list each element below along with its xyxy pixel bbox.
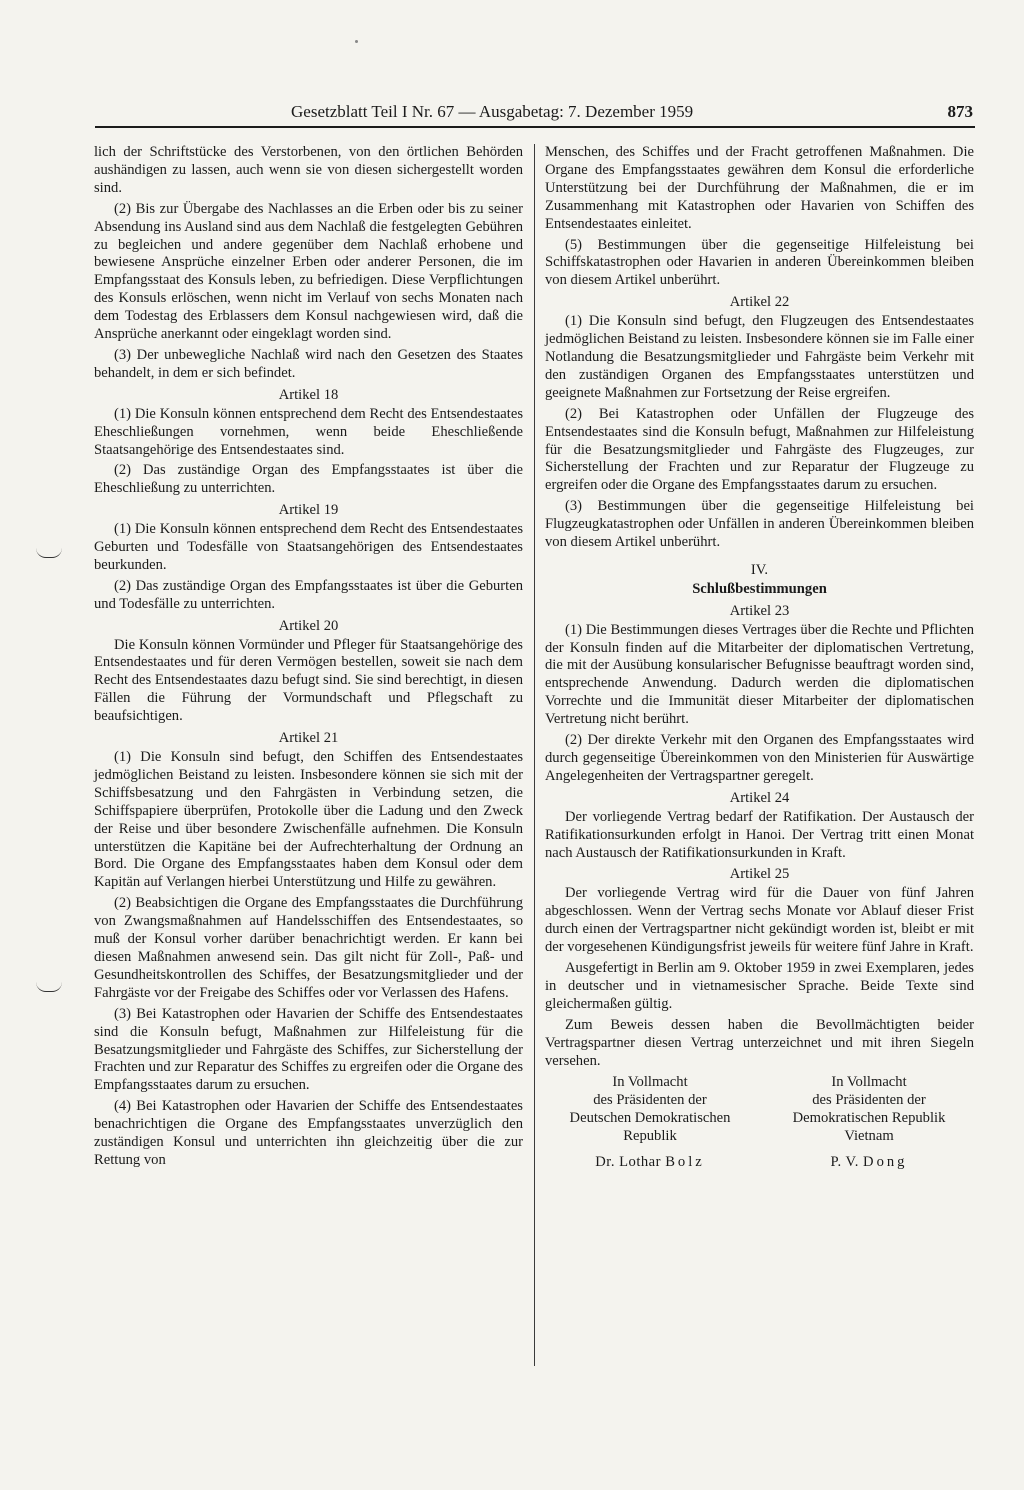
paragraph: (2) Bei Katastrophen oder Unfällen der Flugzeuge des Entsendestaates sind die Konsuln befugt, Maßnahmen zur Hilfeleistung für die Besatzungsmitglieder und Fahrgäste des Flugzeuges, zur Sicherstellung der Frachten und zur Reparatur der Flugzeuge zu ergreifen oder die Organe des Empfangsstaates darum zu ersuchen. [545,405,974,494]
article-heading: Artikel 21 [278,730,339,747]
right-column [545,144,974,1172]
paragraph: (1) Die Konsuln sind befugt, den Flugzeugen des Entsendestaates jedmöglichen Beistand zu leisten. Insbesondere können sie im Falle einer Notlandung die Besatzungsmitglieder und Fahrgäste beim Verkehr mit den zuständigen Organen des Empfangsstaates unterstützen und geeignete Maßnahmen zur Fortsetzung der Reise ergreifen. [545,313,974,401]
paragraph: (1) Die Bestimmungen dieses Vertrages über die Rechte und Pflichten der Konsuln finden auf die Mitarbeiter der diplomatischen Vertretung, die mit der Ausübung konsularischer Befugnisse beauftragt worden sind, entsprechende Anwendung. Dadurch werden die diplomatischen Vorrechte und die Immunität dieser Mitarbeiter der diplomatischen Vertretung nicht berührt. [545,621,974,728]
paragraph: Der vorliegende Vertrag wird für die Dauer von fünf Jahren abgeschlossen. Wenn der Vertrag sechs Monate vor Ablauf dieser Frist durch einen der Vertragspartner nicht gekündigt worden ist, bleibt er mit der vorgesehenen Kündigungsfrist jeweils für weitere fünf Jahre in Kraft. [545,885,974,956]
section-title: Schlußbestimmungen [692,580,827,597]
paragraph: Der vorliegende Vertrag bedarf der Ratifikation. Der Austausch der Ratifikationsurkunden erfolgt in Hanoi. Der Vertrag tritt einen Monat nach Austausch der Ratifikationsurkunden in Kraft. [545,808,974,861]
margin-check-mark [36,548,62,558]
article-heading: Artikel 18 [278,386,339,403]
article-heading: Artikel 23 [729,602,790,619]
signatory-name [545,1154,755,1172]
article-heading: Artikel 24 [729,789,790,806]
paragraph: (4) Bei Katastrophen oder Havarien der Schiffe des Entsendestaates benachrichtigen die Organe des Empfangsstaates unverzüglich den zuständigen Konsul und unterrichten ihn gleichzeitig über die zur Rettung von [94,1098,523,1168]
paragraph: (1) Die Konsuln sind befugt, den Schiffen des Entsendestaates jedmöglichen Beistand zu leisten. Insbesondere können sie sich mit der Schiffsbesatzung und den Fahrgästen in Verbindung setzen, die Schiffspapiere überprüfen, Protokolle über die Ladung und den Zweck der Reise und über besondere Zwischenfälle aufnehmen. Die Konsuln unterstützen die Kapitäne bei der Aufrechterhaltung der Ordnung an Bord. Die Organe des Empfangsstaates haben dem Konsul oder dem Kapitän auf Verlangen hierbei Unterstützung und Hilfe zu gewähren. [94,749,523,891]
paragraph: (2) Beabsichtigen die Organe des Empfangsstaates die Durchführung von Zwangsmaßnahmen auf Handelsschiffen des Entsendestaates, so muß der Konsul vorher darüber benachrichtigt werden. Er kann bei diesen Maßnahmen anwesend sein. Das gilt nicht für Zoll-, Paß- und Gesundheitskontrollen des Schiffes, der Besatzungsmitglieder und der Fahrgäste vor der Freigabe des Schiffes oder vor Verlassen des Hafens. [94,895,523,1001]
paragraph: (2) Das zuständige Organ des Empfangsstaates ist über die Geburten und Todesfälle zu unterrichten. [94,577,523,612]
paragraph: (2) Der direkte Verkehr mit den Organen des Empfangsstaates wird durch gegenseitige Übereinkommen von den Ministerien für Auswärtige Angelegenheiten der Vertragspartner geregelt. [545,732,974,784]
article-heading: Artikel 22 [729,294,790,311]
signature-line: In Vollmacht [612,1074,688,1091]
paragraph: (1) Die Konsuln können entsprechend dem Recht des Entsendestaates Eheschließungen vornehmen, wenn beide Eheschließende Staatsangehörige des Entsendestaates sind. [94,405,523,458]
article-heading: Artikel 20 [278,617,339,634]
section-number: IV. [750,561,769,578]
page-header [95,100,975,128]
paragraph: (3) Bei Katastrophen oder Havarien der Schiffe des Entsendestaates sind die Konsuln befugt, Maßnahmen zur Hilfeleistung für die Besatzungsmitglieder und Fahrgäste des Schiffes, zur Sicherstellung der Frachten und zur Reparatur des Schiffes zu ergreifen oder die Organe des Empfangsstaates darum zu ersuchen. [94,1005,523,1094]
signatory-surname: Bolz [665,1154,705,1171]
article-heading: Artikel 19 [278,502,339,519]
header-title: Gesetzblatt Teil I Nr. 67 — Ausgabetag: 7. Dezember 1959 [291,102,694,121]
paragraph: Die Konsuln können Vormünder und Pfleger für Staatsangehörige des Entsendestaates und für deren Vermögen bestellen, soweit sie nach dem Recht des Entsendestaates dazu befugt sind. Sie sind berechtigt, in diesen Fällen die Führung der Vormundschaft und Pflegschaft zu beaufsichtigen. [94,636,523,725]
signature-line: des Präsidenten der [593,1092,707,1109]
signature-line: In Vollmacht [831,1074,907,1091]
paragraph: (3) Der unbewegliche Nachlaß wird nach den Gesetzen des Staates behandelt, in dem er sich befindet. [94,346,523,381]
column-divider [534,144,535,1366]
paragraph: lich der Schriftstücke des Verstorbenen, von den örtlichen Behörden aushändigen zu lassen, auch wenn sie von diesen sichergestellt worden sind. [94,144,523,196]
signatory-surname: Dong [863,1154,908,1171]
left-column [94,144,523,1173]
signatory-given-name: Dr. Lothar [595,1154,662,1171]
signature-line: Demokratischen Republik [792,1110,946,1127]
signatory-name [764,1154,974,1172]
paragraph: Ausgefertigt in Berlin am 9. Oktober 1959 in zwei Exemplaren, jedes in deutscher und in vietnamesischer Sprache. Beide Texte sind gleichermaßen gültig. [545,959,974,1012]
paragraph: (2) Das zuständige Organ des Empfangsstaates ist über die Eheschließung zu unterrichten. [94,462,523,497]
paragraph: Menschen, des Schiffes und der Fracht getroffenen Maßnahmen. Die Organe des Empfangsstaates gewähren dem Konsul die erforderliche Unterstützung bei der Durchführung der Maßnahmen, die er im Zusammenhang mit Katastrophen oder Havarien von Schiffen des Entsendestaates einleitet. [545,144,974,232]
paper-speck [355,40,358,43]
signatory-given-name: P. V. [830,1154,859,1171]
paragraph: Zum Beweis dessen haben die Bevollmächtigten beider Vertragspartner diesen Vertrag unterzeichnet und mit ihren Siegeln versehen. [545,1016,974,1069]
signature-line: Vietnam [844,1128,894,1145]
signature-gdr [545,1074,755,1172]
page-number: 873 [947,102,973,121]
paragraph: (1) Die Konsuln können entsprechend dem Recht des Entsendestaates Geburten und Todesfälle von Staatsangehörigen des Entsendestaates beurkunden. [94,521,523,573]
paragraph: (3) Bestimmungen über die gegenseitige Hilfeleistung bei Flugzeugkatastrophen oder Unfällen in anderen Übereinkommen bleiben von diesem Artikel unberührt. [545,498,974,551]
article-heading: Artikel 25 [729,866,790,883]
margin-check-mark [36,982,62,992]
signature-line: des Präsidenten der [812,1092,926,1109]
signature-line: Republik [623,1128,677,1145]
signature-block [545,1074,974,1172]
paragraph: (2) Bis zur Übergabe des Nachlasses an die Erben oder bis zu seiner Absendung ins Ausland sind aus dem Nachlaß die festgelegten Gebühren zu begleichen und andere gegenüber dem Nachlaß erhobene und bewiesene Ansprüche einzelner Erben oder anderer Personen, die im Empfangsstaat des Konsuls leben, zu befriedigen. Diese Verpflichtungen des Konsuls erlöschen, wenn nicht im Verlauf von sechs Monaten nach dem Todestag des Erblassers dem Konsul nachgewiesen wird, daß die Ansprüche anerkannt oder eingeklagt worden sind. [94,200,523,343]
paragraph: (5) Bestimmungen über die gegenseitige Hilfeleistung bei Schiffskatastrophen oder Havarien in anderen Übereinkommen bleiben von diesem Artikel unberührt. [545,236,974,289]
signature-vietnam [764,1074,974,1172]
signature-line: Deutschen Demokratischen [569,1110,731,1127]
